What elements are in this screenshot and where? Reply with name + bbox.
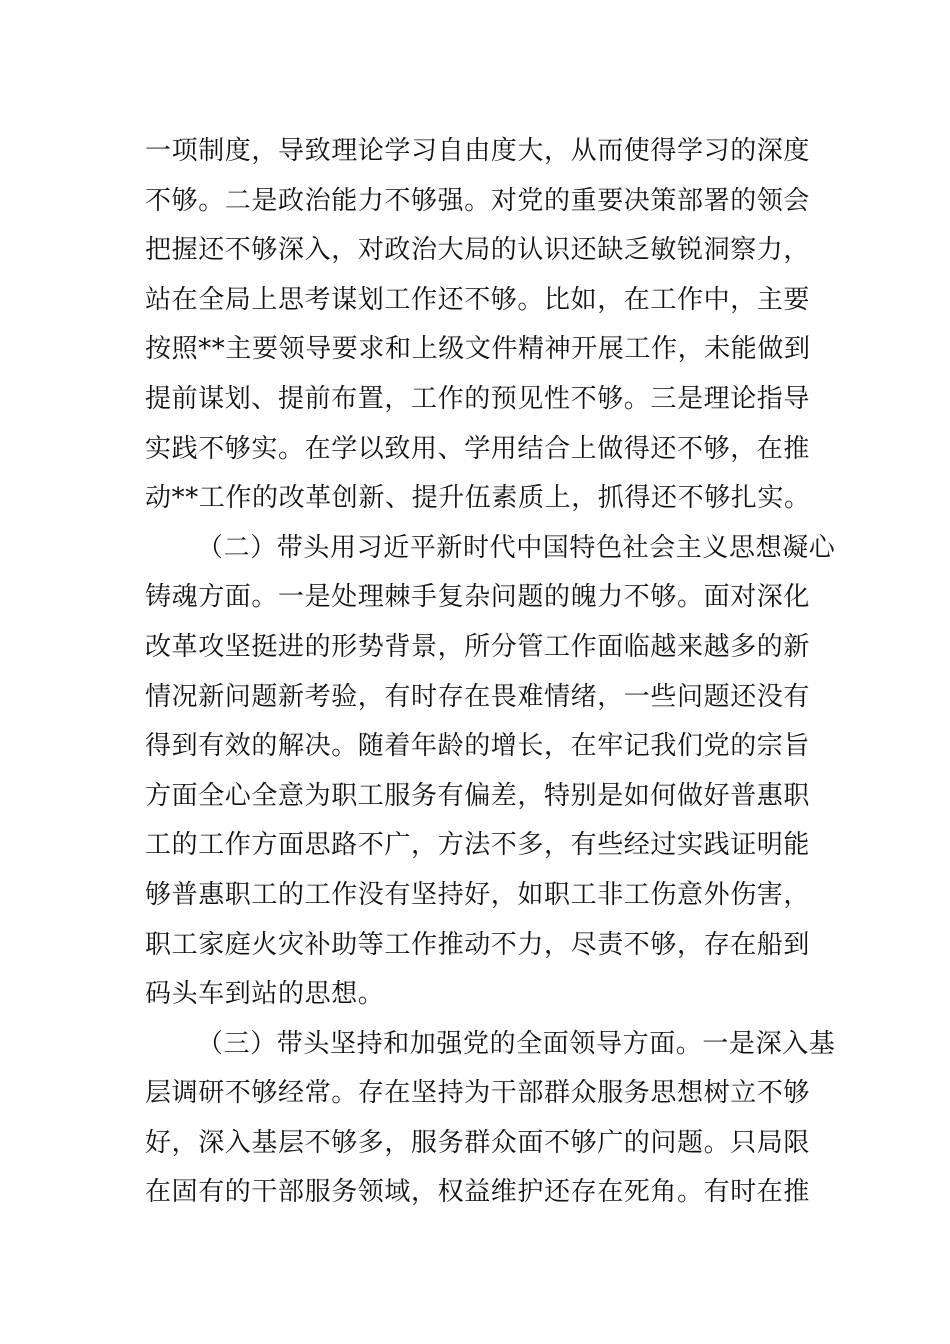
text-line: 提前谋划、提前布置，工作的预见性不够。三是理论指导 bbox=[145, 383, 811, 414]
text-line: 实践不够实。在学以致用、学用结合上做得还不够，在推 bbox=[145, 433, 811, 464]
text-line: 把握还不够深入，对政治大局的认识还缺乏敏锐洞察力， bbox=[145, 235, 811, 266]
text-line: 动**工作的改革创新、提升伍素质上，抓得还不够扎实。 bbox=[145, 483, 811, 514]
text-line: 情况新问题新考验，有时存在畏难情绪，一些问题还没有 bbox=[145, 681, 811, 712]
text-line: 码头车到站的思想。 bbox=[145, 979, 385, 1010]
text-line: 一项制度，导致理论学习自由度大，从而使得学习的深度 bbox=[145, 136, 811, 166]
paragraph-heading-3: （三）带头坚持和加强党的全面领导方面。一是深入基 bbox=[197, 1028, 836, 1059]
text-line: 够普惠职工的工作没有坚持好，如职工非工伤意外伤害， bbox=[145, 879, 811, 910]
text-line: 在固有的干部服务领域，权益维护还存在死角。有时在推 bbox=[145, 1177, 811, 1208]
text-line: 不够。二是政治能力不够强。对党的重要决策部署的领会 bbox=[145, 185, 811, 216]
text-line: 改革攻坚挺进的形势背景，所分管工作面临越来越多的新 bbox=[145, 631, 811, 662]
text-line: 得到有效的解决。随着年龄的增长，在牢记我们党的宗旨 bbox=[145, 731, 811, 762]
text-line: 层调研不够经常。存在坚持为干部群众服务思想树立不够 bbox=[145, 1078, 811, 1109]
text-line: 站在全局上思考谋划工作还不够。比如，在工作中，主要 bbox=[145, 284, 811, 315]
text-line: 按照**主要领导要求和上级文件精神开展工作，未能做到 bbox=[145, 334, 811, 365]
text-line: 好，深入基层不够多，服务群众面不够广的问题。只局限 bbox=[145, 1127, 811, 1158]
text-line: 铸魂方面。一是处理棘手复杂问题的魄力不够。面对深化 bbox=[145, 582, 811, 613]
paragraph-heading-2: （二）带头用习近平新时代中国特色社会主义思想凝心 bbox=[197, 532, 836, 563]
text-line: 工的工作方面思路不广，方法不多，有些经过实践证明能 bbox=[145, 830, 811, 861]
text-line: 方面全心全意为职工服务有偏差，特别是如何做好普惠职 bbox=[145, 780, 811, 811]
text-line: 职工家庭火灾补助等工作推动不力，尽责不够，存在船到 bbox=[145, 929, 811, 960]
body-text bbox=[145, 127, 836, 1218]
